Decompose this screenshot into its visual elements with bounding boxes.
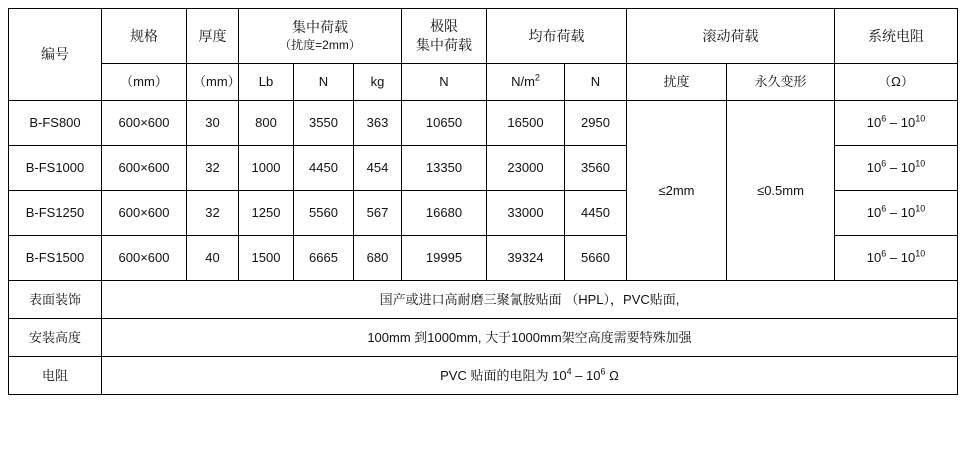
unit-uniform-n: N bbox=[565, 64, 627, 101]
note-row-resistance bbox=[9, 357, 958, 395]
note-resistance-mid: – 10 bbox=[571, 367, 601, 383]
resistance-exp2: 10 bbox=[915, 113, 926, 124]
unit-uniform-nm2 bbox=[487, 64, 565, 101]
cell-conc-n: 6665 bbox=[294, 236, 354, 281]
cell-conc-kg: 363 bbox=[354, 101, 402, 146]
cell-conc-kg: 680 bbox=[354, 236, 402, 281]
resistance-base1: 10 bbox=[866, 115, 882, 131]
note-label-surface: 表面装饰 bbox=[9, 281, 102, 319]
cell-uniform-n: 5660 bbox=[565, 236, 627, 281]
cell-code: B-FS1250 bbox=[9, 191, 102, 236]
resistance-base1: 10 bbox=[866, 250, 882, 266]
cell-ultimate-n: 13350 bbox=[402, 146, 487, 191]
unit-conc-lb: Lb bbox=[239, 64, 294, 101]
note-resistance-sup1: 4 bbox=[566, 366, 572, 377]
unit-uniform-nm2-sup: 2 bbox=[534, 72, 540, 83]
resistance-exp1: 6 bbox=[881, 203, 887, 214]
note-row-height bbox=[9, 319, 958, 357]
resistance-dash: – bbox=[889, 115, 898, 131]
cell-conc-lb: 1500 bbox=[239, 236, 294, 281]
cell-conc-n: 4450 bbox=[294, 146, 354, 191]
cell-spec: 600×600 bbox=[102, 236, 187, 281]
header-code: 编号 bbox=[9, 9, 102, 101]
resistance-base1: 10 bbox=[866, 205, 882, 221]
resistance-exp1: 6 bbox=[881, 248, 887, 259]
cell-thickness: 32 bbox=[187, 191, 239, 236]
cell-thickness: 40 bbox=[187, 236, 239, 281]
cell-conc-kg: 454 bbox=[354, 146, 402, 191]
note-value-resistance bbox=[102, 357, 958, 395]
cell-conc-kg: 567 bbox=[354, 191, 402, 236]
header-thickness: 厚度 bbox=[187, 9, 239, 64]
unit-thickness-mm: （mm） bbox=[187, 64, 239, 101]
resistance-exp2: 10 bbox=[915, 248, 926, 259]
resistance-base1: 10 bbox=[866, 160, 882, 176]
header-ultimate-load-line1: 极限 bbox=[430, 18, 458, 35]
unit-conc-kg: kg bbox=[354, 64, 402, 101]
header-spec: 规格 bbox=[102, 9, 187, 64]
cell-conc-lb: 1000 bbox=[239, 146, 294, 191]
unit-uniform-nm2-main: N/m bbox=[511, 74, 535, 90]
cell-spec: 600×600 bbox=[102, 146, 187, 191]
resistance-base2: 10 bbox=[900, 205, 916, 221]
note-value-surface: 国产或进口高耐磨三聚氰胺贴面 （HPL），PVC贴面, bbox=[102, 281, 958, 319]
unit-resistance-ohm: （Ω） bbox=[835, 64, 958, 101]
table-row bbox=[9, 101, 958, 146]
unit-rolling-permanent: 永久变形 bbox=[727, 64, 835, 101]
cell-uniform-nm2: 39324 bbox=[487, 236, 565, 281]
header-uniform-load: 均布荷载 bbox=[487, 9, 627, 64]
header-system-resistance: 系统电阻 bbox=[835, 9, 958, 64]
resistance-exp1: 6 bbox=[881, 158, 887, 169]
cell-rolling-deflection: ≤2mm bbox=[627, 101, 727, 281]
header-row-units bbox=[9, 64, 958, 101]
resistance-dash: – bbox=[889, 160, 898, 176]
cell-conc-n: 5560 bbox=[294, 191, 354, 236]
cell-system-resistance bbox=[835, 191, 958, 236]
note-resistance-sup2: 6 bbox=[600, 366, 606, 377]
header-concentrated-load-line2: （扰度=2mm） bbox=[279, 38, 361, 53]
cell-ultimate-n: 16680 bbox=[402, 191, 487, 236]
cell-system-resistance bbox=[835, 101, 958, 146]
resistance-dash: – bbox=[889, 205, 898, 221]
cell-uniform-n: 2950 bbox=[565, 101, 627, 146]
note-resistance-pre: PVC 贴面的电阻为 10 bbox=[440, 367, 567, 383]
cell-thickness: 30 bbox=[187, 101, 239, 146]
cell-conc-lb: 1250 bbox=[239, 191, 294, 236]
unit-ultimate-n: N bbox=[402, 64, 487, 101]
cell-rolling-permanent: ≤0.5mm bbox=[727, 101, 835, 281]
cell-system-resistance bbox=[835, 146, 958, 191]
resistance-base2: 10 bbox=[900, 250, 916, 266]
cell-conc-lb: 800 bbox=[239, 101, 294, 146]
resistance-exp2: 10 bbox=[915, 203, 926, 214]
resistance-dash: – bbox=[889, 250, 898, 266]
resistance-exp1: 6 bbox=[881, 113, 887, 124]
cell-code: B-FS1000 bbox=[9, 146, 102, 191]
cell-code: B-FS800 bbox=[9, 101, 102, 146]
resistance-exp2: 10 bbox=[915, 158, 926, 169]
cell-conc-n: 3550 bbox=[294, 101, 354, 146]
note-label-resistance: 电阻 bbox=[9, 357, 102, 395]
resistance-base2: 10 bbox=[900, 160, 916, 176]
cell-uniform-n: 3560 bbox=[565, 146, 627, 191]
cell-spec: 600×600 bbox=[102, 101, 187, 146]
cell-ultimate-n: 10650 bbox=[402, 101, 487, 146]
header-rolling-load: 滚动荷载 bbox=[627, 9, 835, 64]
header-row-primary bbox=[9, 9, 958, 64]
resistance-base2: 10 bbox=[900, 115, 916, 131]
note-value-height: 100mm 到1000mm, 大于1000mm架空高度需要特殊加强 bbox=[102, 319, 958, 357]
cell-uniform-nm2: 16500 bbox=[487, 101, 565, 146]
cell-uniform-nm2: 33000 bbox=[487, 191, 565, 236]
note-row-surface bbox=[9, 281, 958, 319]
cell-uniform-n: 4450 bbox=[565, 191, 627, 236]
header-ultimate-load-line2: 集中荷载 bbox=[416, 37, 472, 53]
header-concentrated-load bbox=[239, 9, 402, 64]
unit-spec-mm: （mm） bbox=[102, 64, 187, 101]
unit-conc-n: N bbox=[294, 64, 354, 101]
note-resistance-post: Ω bbox=[605, 367, 619, 383]
header-concentrated-load-line1: 集中荷载 bbox=[292, 19, 348, 36]
cell-ultimate-n: 19995 bbox=[402, 236, 487, 281]
unit-rolling-deflection: 扰度 bbox=[627, 64, 727, 101]
cell-code: B-FS1500 bbox=[9, 236, 102, 281]
cell-thickness: 32 bbox=[187, 146, 239, 191]
header-ultimate-load bbox=[402, 9, 487, 64]
flooring-spec-table bbox=[8, 8, 958, 395]
cell-spec: 600×600 bbox=[102, 191, 187, 236]
cell-uniform-nm2: 23000 bbox=[487, 146, 565, 191]
cell-system-resistance bbox=[835, 236, 958, 281]
note-label-height: 安装高度 bbox=[9, 319, 102, 357]
